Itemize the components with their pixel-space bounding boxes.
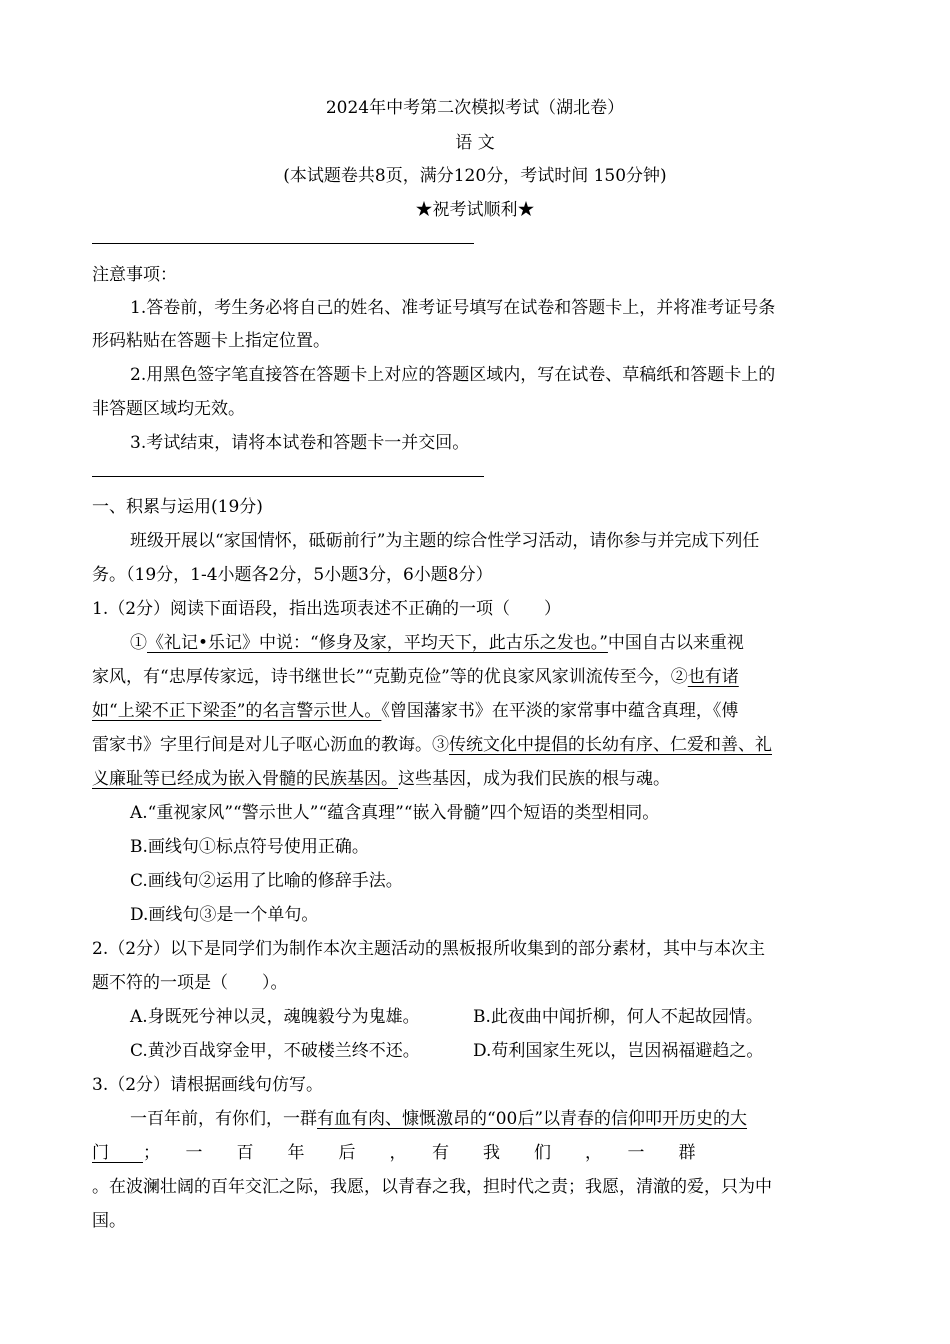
q3-text: 一百年前，有你们，一群 — [130, 1109, 317, 1129]
q1-underlined-sentence-3: 传统文化中提倡的长幼有序、仁爱和善、礼 — [449, 735, 772, 755]
q2-option-d: D.苟利国家生死以，岂因祸福避趋之。 — [473, 1041, 764, 1061]
q1-text: 这些基因，成为我们民族的根与魂。 — [398, 769, 670, 789]
note-2-line-2: 非答题区域均无效。 — [92, 399, 245, 419]
q1-text: 家风，有“忠厚传家远，诗书继世长”“克勤克俭”等的优良家风家训流传至今，② — [92, 667, 688, 687]
question-2-stem-line-1: 2.（2分）以下是同学们为制作本次主题活动的黑板报所收集到的部分素材，其中与本次主 — [92, 939, 766, 959]
note-1-line-1: 1.答卷前，考生务必将自己的姓名、准考证号填写在试卷和答题卡上，并将准考证号条 — [130, 298, 776, 318]
section-1-intro-line-2: 务。（19分，1-4小题各2分，5小题3分，6小题8分） — [92, 565, 493, 585]
q1-option-d: D.画线句③是一个单句。 — [130, 905, 319, 925]
q3-line-2 — [92, 1138, 696, 1163]
q1-text: 《曾国藩家书》在平淡的家常事中蕴含真理，《傅 — [381, 701, 739, 721]
q1-passage-line-3 — [92, 696, 738, 721]
q3-underlined-text: 门 — [92, 1143, 109, 1163]
bottom-divider — [92, 476, 484, 477]
q1-option-c: C.画线句②运用了比喻的修辞手法。 — [130, 871, 403, 891]
section-1-heading: 一、积累与运用(19分) — [92, 497, 263, 517]
note-3: 3.考试结束，请将本试卷和答题卡一并交回。 — [130, 433, 470, 453]
good-luck-line: ★祝考试顺利★ — [415, 200, 535, 220]
q3-imitation-prompt: ； 一 百 年 后 ， 有 我 们 ， 一 群 — [143, 1143, 696, 1163]
q1-option-b: B.画线句①标点符号使用正确。 — [130, 837, 369, 857]
q1-passage-line-5 — [92, 764, 670, 789]
q3-underlined-model-sentence-cont — [92, 1143, 143, 1163]
section-1-intro-line-1: 班级开展以“家国情怀，砥砺前行”为主题的综合性学习活动，请你参与并完成下列任 — [130, 531, 760, 551]
question-3-stem: 3.（2分）请根据画线句仿写。 — [92, 1075, 324, 1095]
q3-line-4: 国。 — [92, 1211, 126, 1231]
q1-passage-line-1 — [130, 628, 744, 653]
notes-heading: 注意事项： — [92, 265, 177, 285]
q1-passage-line-4 — [92, 730, 772, 755]
q1-passage-line-2 — [92, 662, 739, 687]
question-2-stem-line-2: 题不符的一项是（ ）。 — [92, 973, 288, 993]
answer-blank[interactable] — [109, 1143, 143, 1163]
note-2-line-1: 2.用黑色签字笔直接答在答题卡上对应的答题区域内，写在试卷、草稿纸和答题卡上的 — [130, 365, 776, 385]
q1-text: 中国自古以来重视 — [607, 633, 744, 653]
q1-marker-1: ① — [130, 633, 147, 653]
q2-option-b: B.此夜曲中闻折柳，何人不起故园情。 — [473, 1007, 763, 1027]
top-divider — [92, 243, 474, 244]
exam-info: (本试题卷共8页，满分120分，考试时间 150分钟) — [283, 166, 667, 186]
q1-option-a: A.“重视家风”“警示世人”“蕴含真理”“嵌入骨髓”四个短语的类型相同。 — [130, 803, 660, 823]
q1-underlined-sentence-1: 《礼记•乐记》中说：“修身及家，平均天下，此古乐之发也。” — [147, 633, 608, 653]
q2-option-a: A.身既死兮神以灵，魂魄毅兮为鬼雄。 — [130, 1007, 420, 1027]
q2-option-c: C.黄沙百战穿金甲，不破楼兰终不还。 — [130, 1041, 420, 1061]
q3-line-3: 。在波澜壮阔的百年交汇之际，我愿，以青春之我，担时代之责；我愿，清澈的爱，只为中 — [92, 1177, 772, 1197]
q3-line-1 — [130, 1104, 747, 1129]
q1-underlined-sentence-2: 也有诸 — [687, 667, 739, 687]
subject-title: 语 文 — [455, 133, 495, 153]
question-1-stem: 1.（2分）阅读下面语段，指出选项表述不正确的一项（ ） — [92, 599, 562, 619]
q3-underlined-model-sentence: 有血有肉、慷慨激昂的“00后”以青春的信仰叩开历史的大 — [317, 1109, 748, 1129]
q1-text: 雷家书》字里行间是对儿子呕心沥血的教诲。③ — [92, 735, 449, 755]
exam-title: 2024年中考第二次模拟考试（湖北卷） — [325, 98, 625, 118]
note-1-line-2: 形码粘贴在答题卡上指定位置。 — [92, 331, 330, 351]
q1-underlined-sentence-3-cont: 义廉耻等已经成为嵌入骨髓的民族基因。 — [92, 769, 398, 789]
q1-underlined-sentence-2-cont: 如“上梁不正下梁歪”的名言警示世人。 — [92, 701, 382, 721]
